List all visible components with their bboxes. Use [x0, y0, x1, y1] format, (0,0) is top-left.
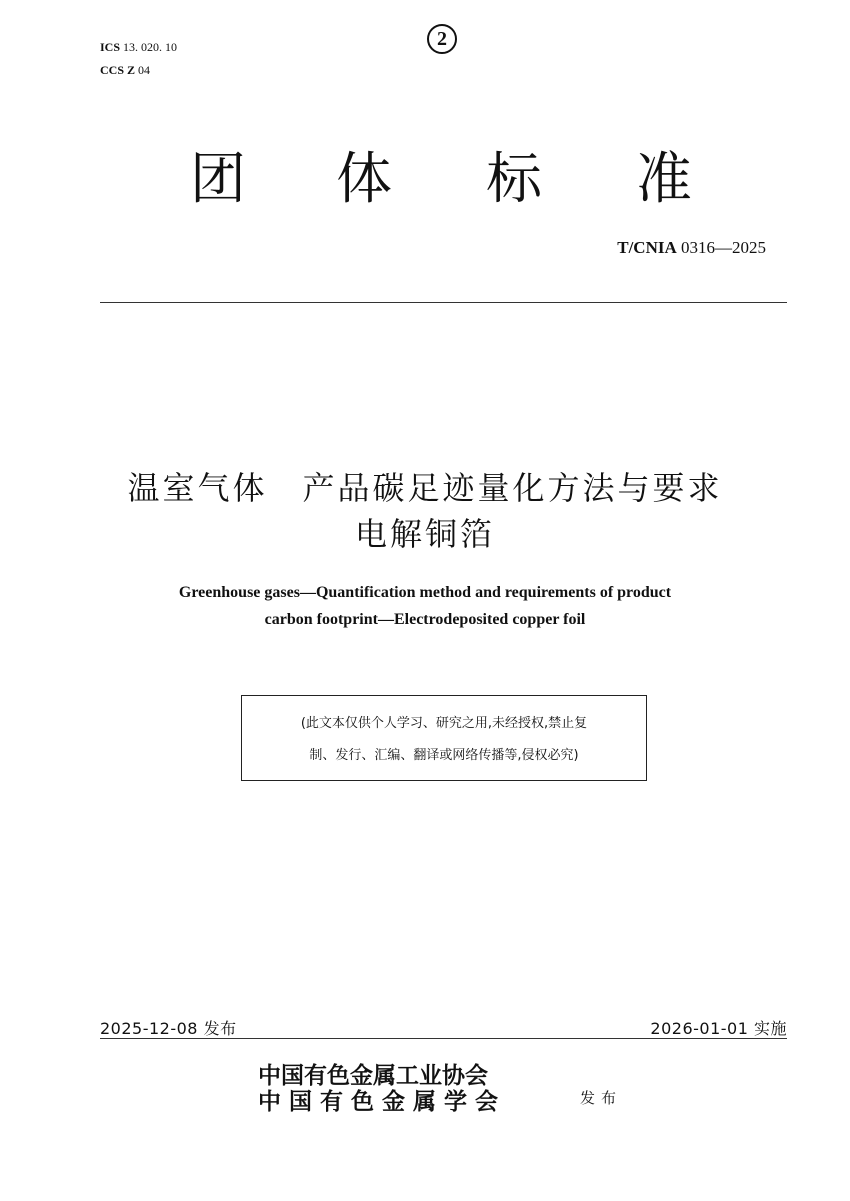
title-cn-line1: 温室气体 产品碳足迹量化方法与要求	[127, 469, 723, 507]
publish-label: 发布	[580, 1089, 623, 1107]
ics-value: 13. 020. 10	[123, 40, 178, 54]
standard-number-value: 0316—2025	[681, 238, 766, 257]
footer-divider	[100, 1038, 787, 1039]
copy-number-badge	[427, 24, 457, 54]
ccs-value: 04	[138, 63, 151, 77]
ccs-label: CCS Z	[100, 63, 136, 77]
issuing-organizations	[258, 1063, 498, 1115]
ics-code	[100, 40, 177, 55]
standard-type-char: 标	[486, 147, 542, 212]
title-en-line2: carbon footprint—Electrodeposited copper foil	[264, 611, 586, 628]
standard-number-prefix: T/CNIA	[617, 238, 677, 257]
standard-type-heading	[0, 148, 850, 218]
org-line2: 中 国 有 色 金 属 学 会	[258, 1088, 499, 1115]
standard-type-char: 准	[636, 147, 692, 212]
notice-line1: (此文本仅供个人学习、研究之用,未经授权,禁止复	[300, 716, 588, 731]
standard-type-char: 体	[336, 147, 392, 212]
copyright-notice-box	[241, 695, 647, 781]
ccs-code	[100, 63, 150, 78]
issue-date: 2025-12-08 发布	[100, 1019, 237, 1038]
org-line1: 中国有色金属工业协会	[258, 1062, 488, 1089]
header-divider	[100, 302, 787, 303]
notice-line2: 制、发行、汇编、翻译或网络传播等,侵权必究)	[309, 748, 579, 763]
copy-number: 2	[437, 27, 447, 50]
standard-type-char: 团	[190, 147, 246, 212]
title-en-line1: Greenhouse gases—Quantification method and requirements of product	[178, 584, 672, 601]
standard-number	[617, 238, 766, 258]
title-cn-line2: 电解铜箔	[354, 515, 495, 553]
implement-date: 2026-01-01 实施	[650, 1019, 787, 1038]
ics-label: ICS	[100, 40, 121, 54]
